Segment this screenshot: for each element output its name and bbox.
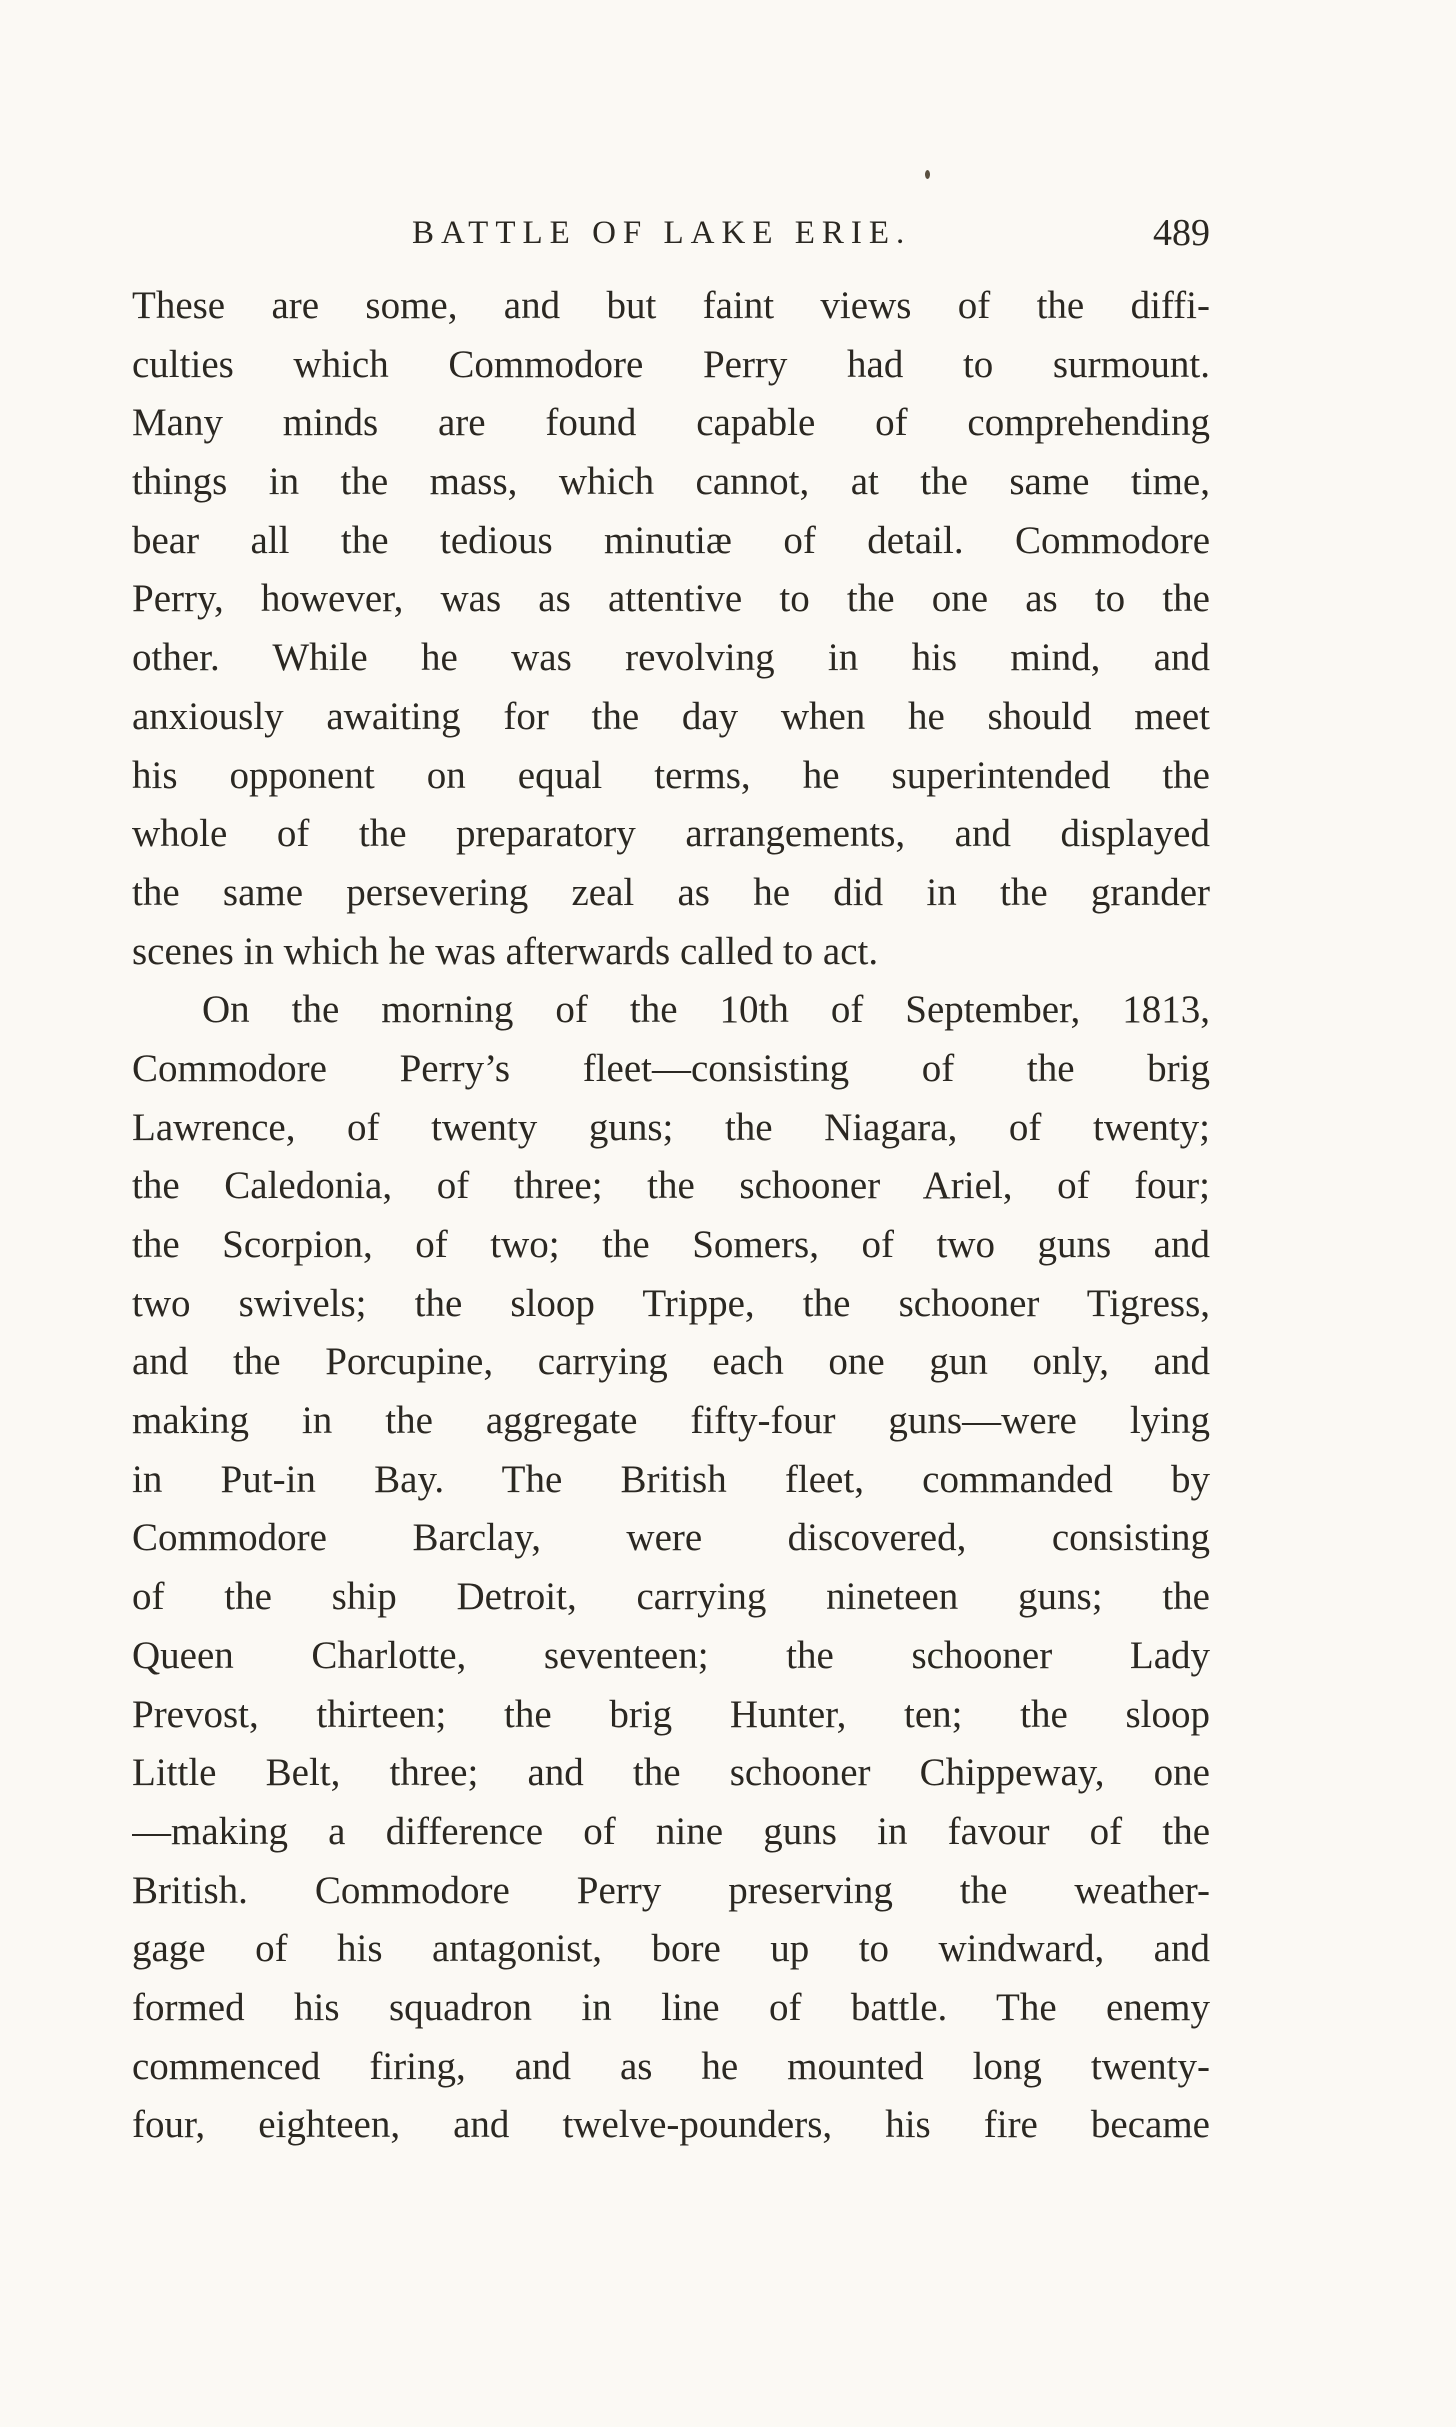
- text-line: These are some, and but faint views of the diffi-: [132, 284, 1210, 327]
- text-line: and the Porcupine, carrying each one gun only, and: [132, 1340, 1210, 1384]
- text-line: bear all the tedious minutiæ of detail. Commodore: [132, 518, 1210, 562]
- text-line: Commodore Barclay, were discovered, consisting: [132, 1516, 1210, 1560]
- page-number: 489: [1153, 212, 1210, 254]
- text-line: Commodore Perry’s fleet—consisting of the brig: [132, 1046, 1210, 1090]
- text-line: things in the mass, which cannot, at the same time,: [132, 460, 1210, 504]
- running-title: BATTLE OF LAKE ERIE.: [412, 215, 912, 251]
- text-line: gage of his antagonist, bore up to windward, and: [132, 1927, 1210, 1971]
- text-line: commenced firing, and as he mounted long twenty-: [132, 2044, 1210, 2088]
- ink-speck: [925, 170, 930, 179]
- text-line: On the morning of the 10th of September, 1813,: [202, 988, 1210, 1032]
- text-line: British. Commodore Perry preserving the weather-: [132, 1868, 1210, 1912]
- text-line: Little Belt, three; and the schooner Chippeway, one: [132, 1751, 1210, 1795]
- body-text: [132, 277, 1210, 2155]
- text-line: other. While he was revolving in his mind, and: [132, 636, 1210, 680]
- text-line: scenes in which he was afterwards called to act.: [132, 929, 879, 973]
- text-line: two swivels; the sloop Trippe, the schooner Tigress,: [132, 1281, 1210, 1325]
- text-line: Many minds are found capable of comprehending: [132, 401, 1210, 445]
- text-line: his opponent on equal terms, he superintended the: [132, 753, 1210, 797]
- text-line: the Caledonia, of three; the schooner Ariel, of four;: [132, 1164, 1210, 1208]
- text-line: culties which Commodore Perry had to surmount.: [132, 342, 1210, 386]
- text-line: the same persevering zeal as he did in the grander: [132, 870, 1210, 914]
- text-line: Prevost, thirteen; the brig Hunter, ten; the sloop: [132, 1692, 1210, 1736]
- text-line: whole of the preparatory arrangements, and displayed: [132, 812, 1210, 856]
- paragraph-1: [132, 277, 1210, 981]
- text-line: Queen Charlotte, seventeen; the schooner Lady: [132, 1633, 1210, 1677]
- text-line: the Scorpion, of two; the Somers, of two guns and: [132, 1223, 1210, 1266]
- text-line: —making a difference of nine guns in favour of the: [132, 1809, 1210, 1853]
- text-line: anxiously awaiting for the day when he should meet: [132, 694, 1210, 738]
- text-line: in Put-in Bay. The British fleet, commanded by: [132, 1457, 1210, 1501]
- text-line: Perry, however, was as attentive to the one as to the: [132, 577, 1210, 621]
- text-line: four, eighteen, and twelve-pounders, his fire became: [132, 2103, 1210, 2147]
- text-line: making in the aggregate fifty-four guns—were lying: [132, 1399, 1210, 1443]
- paragraph-2: [132, 981, 1210, 2155]
- text-line: Lawrence, of twenty guns; the Niagara, of twenty;: [132, 1105, 1210, 1149]
- text-line: formed his squadron in line of battle. The enemy: [132, 1985, 1210, 2029]
- text-line: of the ship Detroit, carrying nineteen guns; the: [132, 1575, 1210, 1619]
- running-head: [132, 208, 1210, 258]
